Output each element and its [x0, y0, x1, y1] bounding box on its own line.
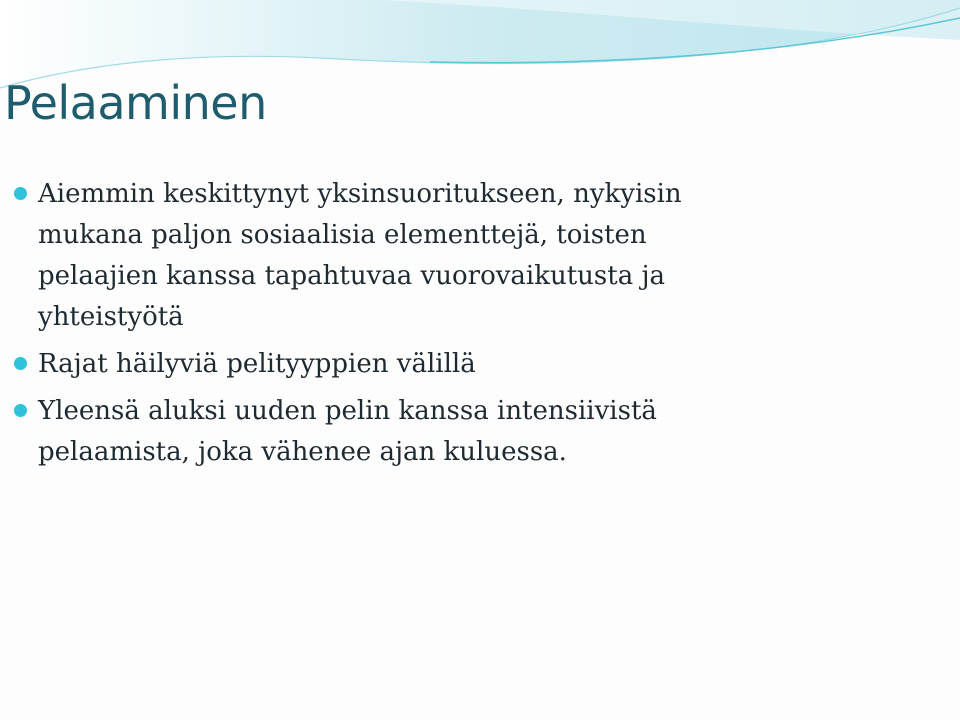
- bullet-item: [14, 174, 944, 338]
- bullet-item: [14, 344, 944, 385]
- bullet-item: [14, 391, 944, 473]
- bullet-dot-icon: [14, 187, 27, 200]
- slide-title: Pelaaminen: [4, 76, 267, 130]
- bullet-dot-icon: [14, 404, 27, 417]
- bullet-line: pelaajien kanssa tapahtuvaa vuorovaikutusta ja: [38, 261, 666, 291]
- bullet-list: [14, 174, 944, 479]
- bullet-line: pelaamista, joka vähenee ajan kuluessa.: [38, 437, 567, 467]
- bullet-line: Yleensä aluksi uuden pelin kanssa intensiivistä: [38, 396, 657, 426]
- bullet-line: Rajat häilyviä pelityyppien välillä: [38, 349, 476, 379]
- bullet-dot-icon: [14, 357, 27, 370]
- bullet-line: mukana paljon sosiaalisia elementtejä, toisten: [38, 220, 647, 250]
- bullet-line: yhteistyötä: [38, 302, 184, 332]
- bullet-line: Aiemmin keskittynyt yksinsuoritukseen, nykyisin: [38, 179, 682, 209]
